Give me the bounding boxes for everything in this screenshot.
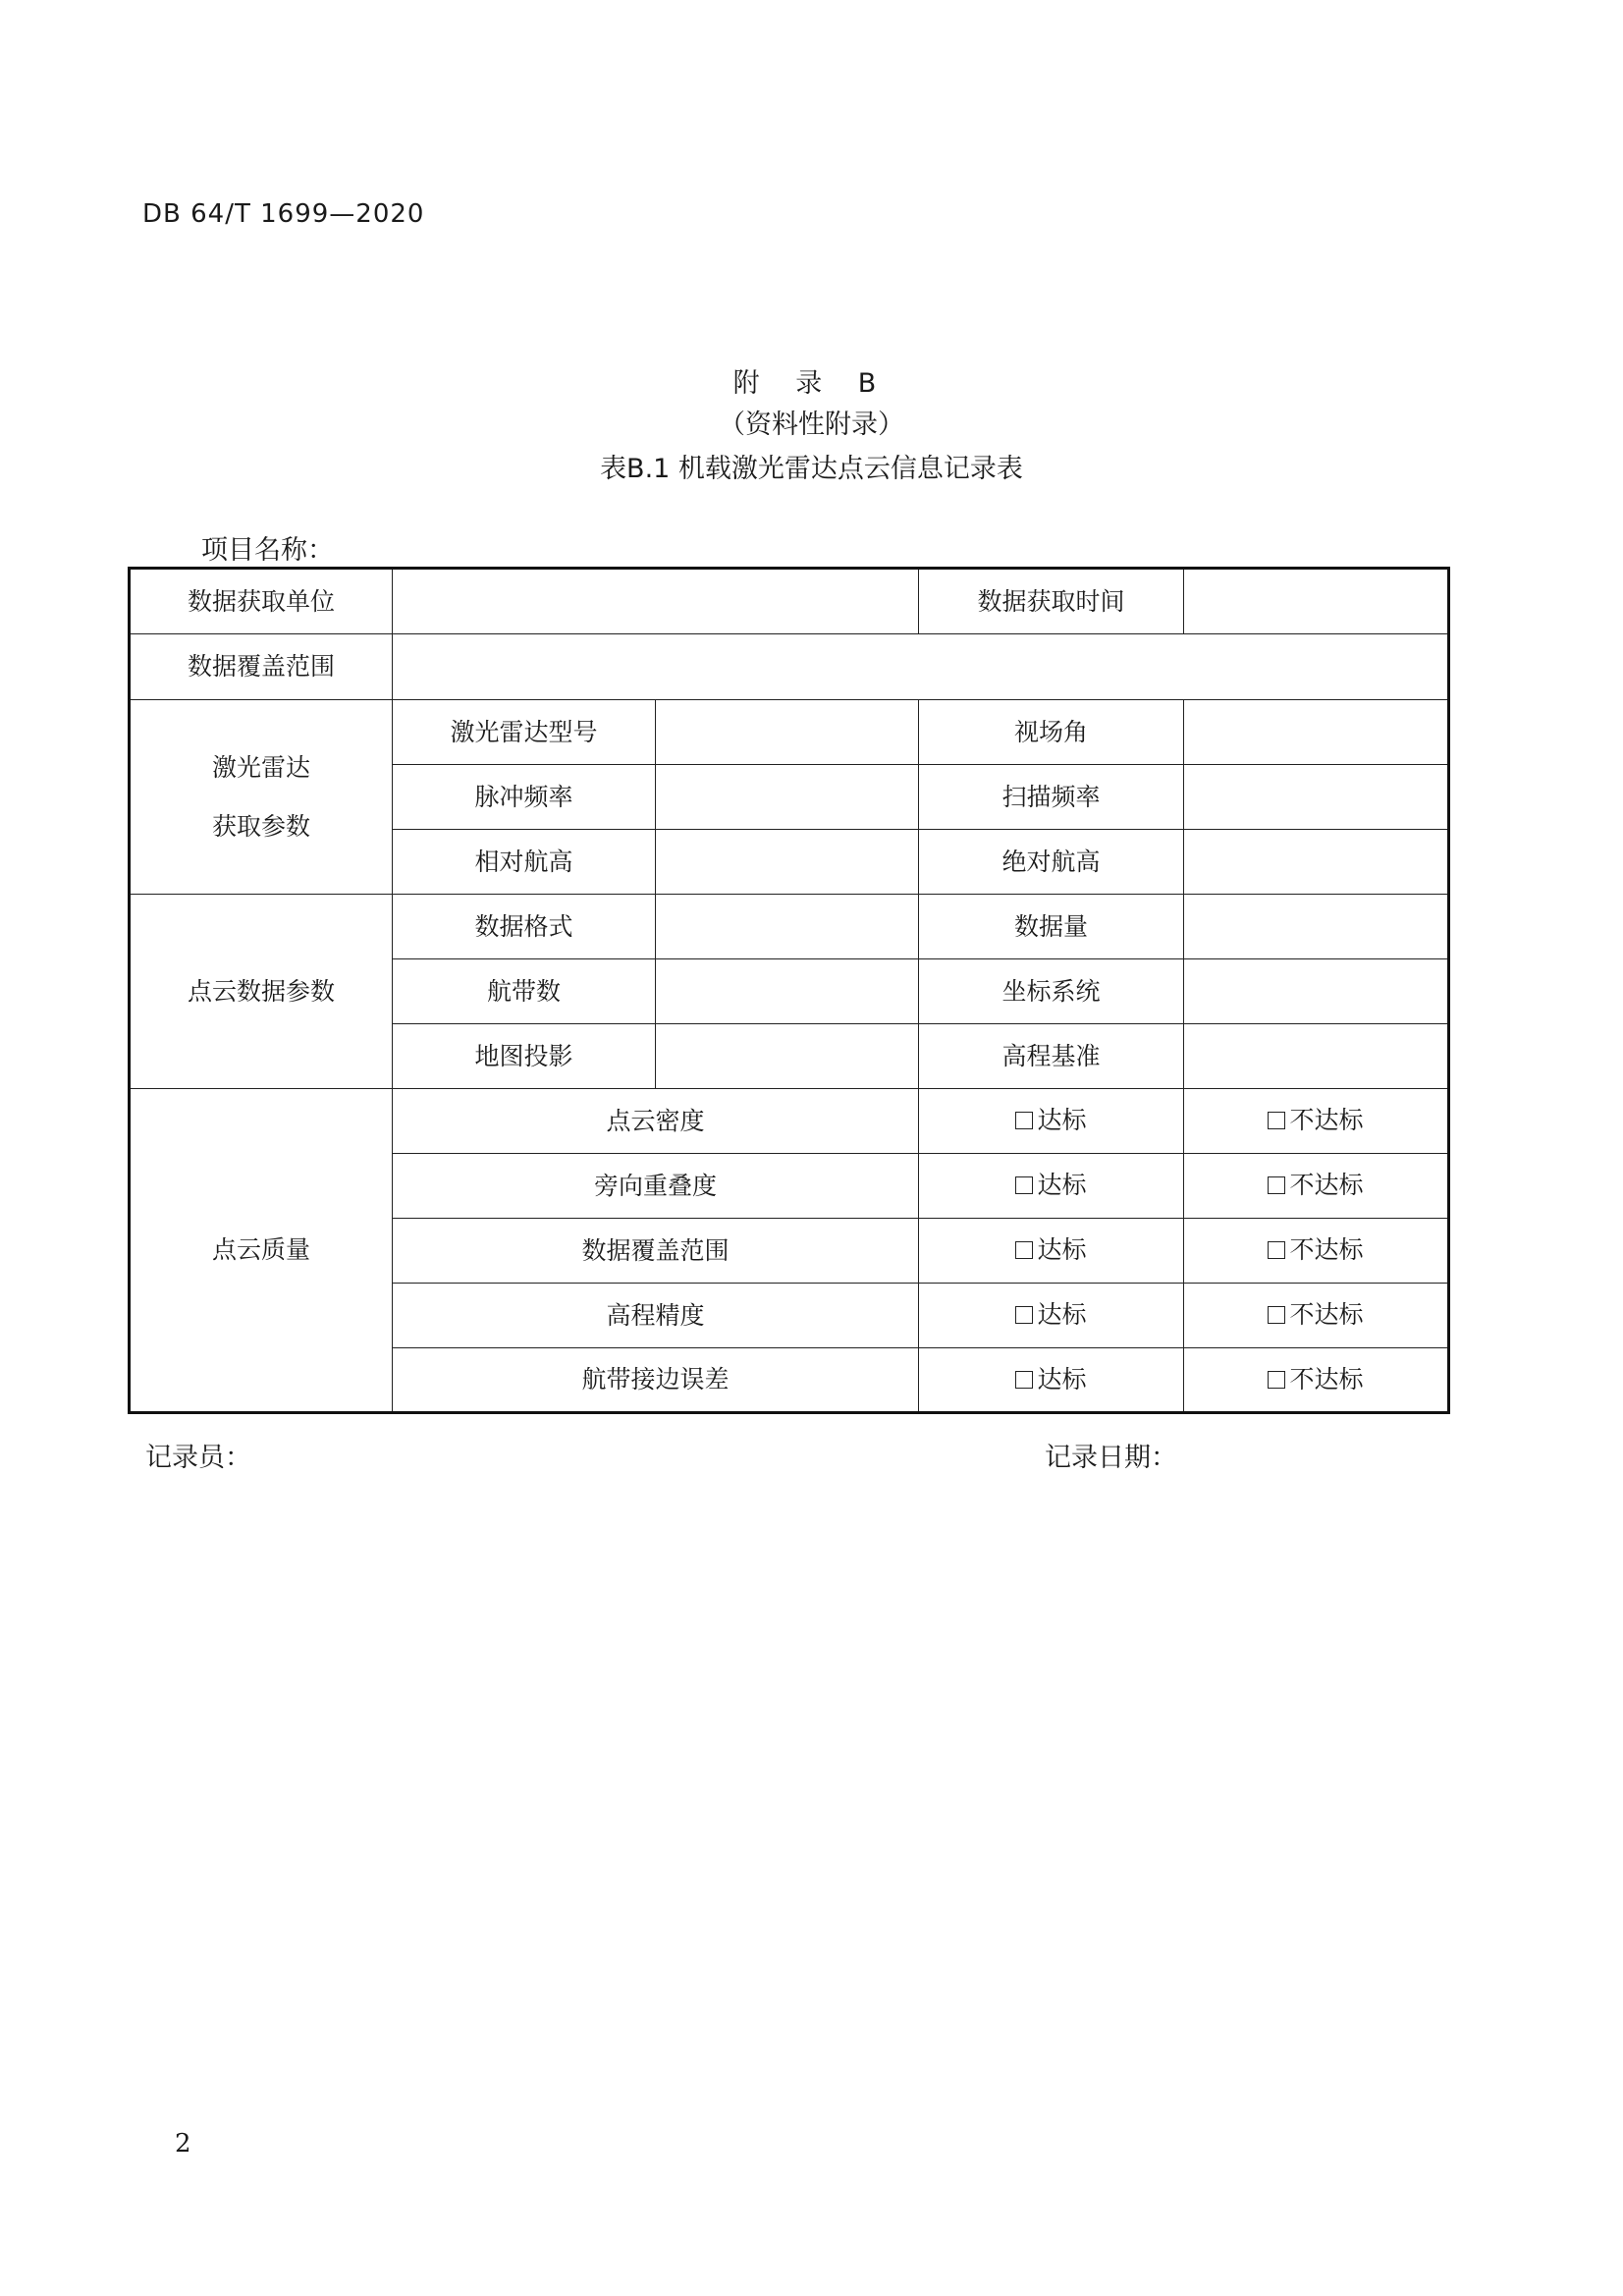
checkbox-square-icon — [1015, 1371, 1033, 1389]
abs-height-value[interactable] — [1184, 830, 1449, 895]
data-unit-label: 数据获取单位 — [130, 569, 393, 634]
checkbox-square-icon — [1268, 1176, 1285, 1194]
table-caption: 表B.1 机载激光雷达点云信息记录表 — [600, 454, 1023, 484]
map-projection-label: 地图投影 — [393, 1024, 656, 1089]
pass-checkbox[interactable]: 达标 — [919, 1154, 1184, 1219]
data-format-value[interactable] — [656, 895, 919, 959]
checkbox-square-icon — [1015, 1241, 1033, 1259]
recorder-label: 记录员： — [145, 1443, 251, 1473]
pass-checkbox[interactable]: 达标 — [919, 1348, 1184, 1413]
quality-item-overlap: 旁向重叠度 — [393, 1154, 919, 1219]
appendix-type: （资料性附录） — [719, 410, 904, 440]
strip-count-label: 航带数 — [393, 959, 656, 1024]
record-date-label: 记录日期： — [1045, 1443, 1177, 1473]
rel-height-label: 相对航高 — [393, 830, 656, 895]
fail-checkbox[interactable]: 不达标 — [1184, 1089, 1449, 1154]
quality-item-elevation-accuracy: 高程精度 — [393, 1284, 919, 1348]
fail-checkbox[interactable]: 不达标 — [1184, 1348, 1449, 1413]
pointcloud-params-group: 点云数据参数 — [130, 895, 393, 1089]
map-projection-value[interactable] — [656, 1024, 919, 1089]
strip-count-value[interactable] — [656, 959, 919, 1024]
coord-system-label: 坐标系统 — [919, 959, 1184, 1024]
fail-checkbox[interactable]: 不达标 — [1184, 1154, 1449, 1219]
point-cloud-record-table — [128, 567, 1450, 1414]
rel-height-value[interactable] — [656, 830, 919, 895]
scan-freq-value[interactable] — [1184, 765, 1449, 830]
project-name-label: 项目名称： — [201, 535, 334, 566]
lidar-model-label: 激光雷达型号 — [393, 700, 656, 765]
quality-item-density: 点云密度 — [393, 1089, 919, 1154]
height-datum-value[interactable] — [1184, 1024, 1449, 1089]
standard-code: DB 64/T 1699—2020 — [142, 199, 425, 229]
abs-height-label: 绝对航高 — [919, 830, 1184, 895]
quality-item-coverage: 数据覆盖范围 — [393, 1219, 919, 1284]
page-number: 2 — [175, 2129, 191, 2159]
checkbox-square-icon — [1268, 1371, 1285, 1389]
checkbox-square-icon — [1015, 1176, 1033, 1194]
pass-checkbox[interactable]: 达标 — [919, 1284, 1184, 1348]
data-volume-value[interactable] — [1184, 895, 1449, 959]
appendix-title: 附 录 B — [732, 368, 891, 399]
pulse-freq-label: 脉冲频率 — [393, 765, 656, 830]
pulse-freq-value[interactable] — [656, 765, 919, 830]
checkbox-square-icon — [1268, 1306, 1285, 1324]
fov-label: 视场角 — [919, 700, 1184, 765]
data-volume-label: 数据量 — [919, 895, 1184, 959]
coverage-label: 数据覆盖范围 — [130, 634, 393, 700]
checkbox-square-icon — [1268, 1112, 1285, 1129]
fail-checkbox[interactable]: 不达标 — [1184, 1284, 1449, 1348]
lidar-params-group: 激光雷达 获取参数 — [130, 700, 393, 895]
data-time-label: 数据获取时间 — [919, 569, 1184, 634]
scan-freq-label: 扫描频率 — [919, 765, 1184, 830]
checkbox-square-icon — [1015, 1306, 1033, 1324]
fail-checkbox[interactable]: 不达标 — [1184, 1219, 1449, 1284]
coverage-value[interactable] — [393, 634, 1449, 700]
fov-value[interactable] — [1184, 700, 1449, 765]
data-unit-value[interactable] — [393, 569, 919, 634]
pass-checkbox[interactable]: 达标 — [919, 1219, 1184, 1284]
coord-system-value[interactable] — [1184, 959, 1449, 1024]
checkbox-square-icon — [1268, 1241, 1285, 1259]
checkbox-square-icon — [1015, 1112, 1033, 1129]
pass-checkbox[interactable]: 达标 — [919, 1089, 1184, 1154]
quality-item-strip-edge-error: 航带接边误差 — [393, 1348, 919, 1413]
lidar-model-value[interactable] — [656, 700, 919, 765]
data-format-label: 数据格式 — [393, 895, 656, 959]
data-time-value[interactable] — [1184, 569, 1449, 634]
height-datum-label: 高程基准 — [919, 1024, 1184, 1089]
quality-group: 点云质量 — [130, 1089, 393, 1413]
